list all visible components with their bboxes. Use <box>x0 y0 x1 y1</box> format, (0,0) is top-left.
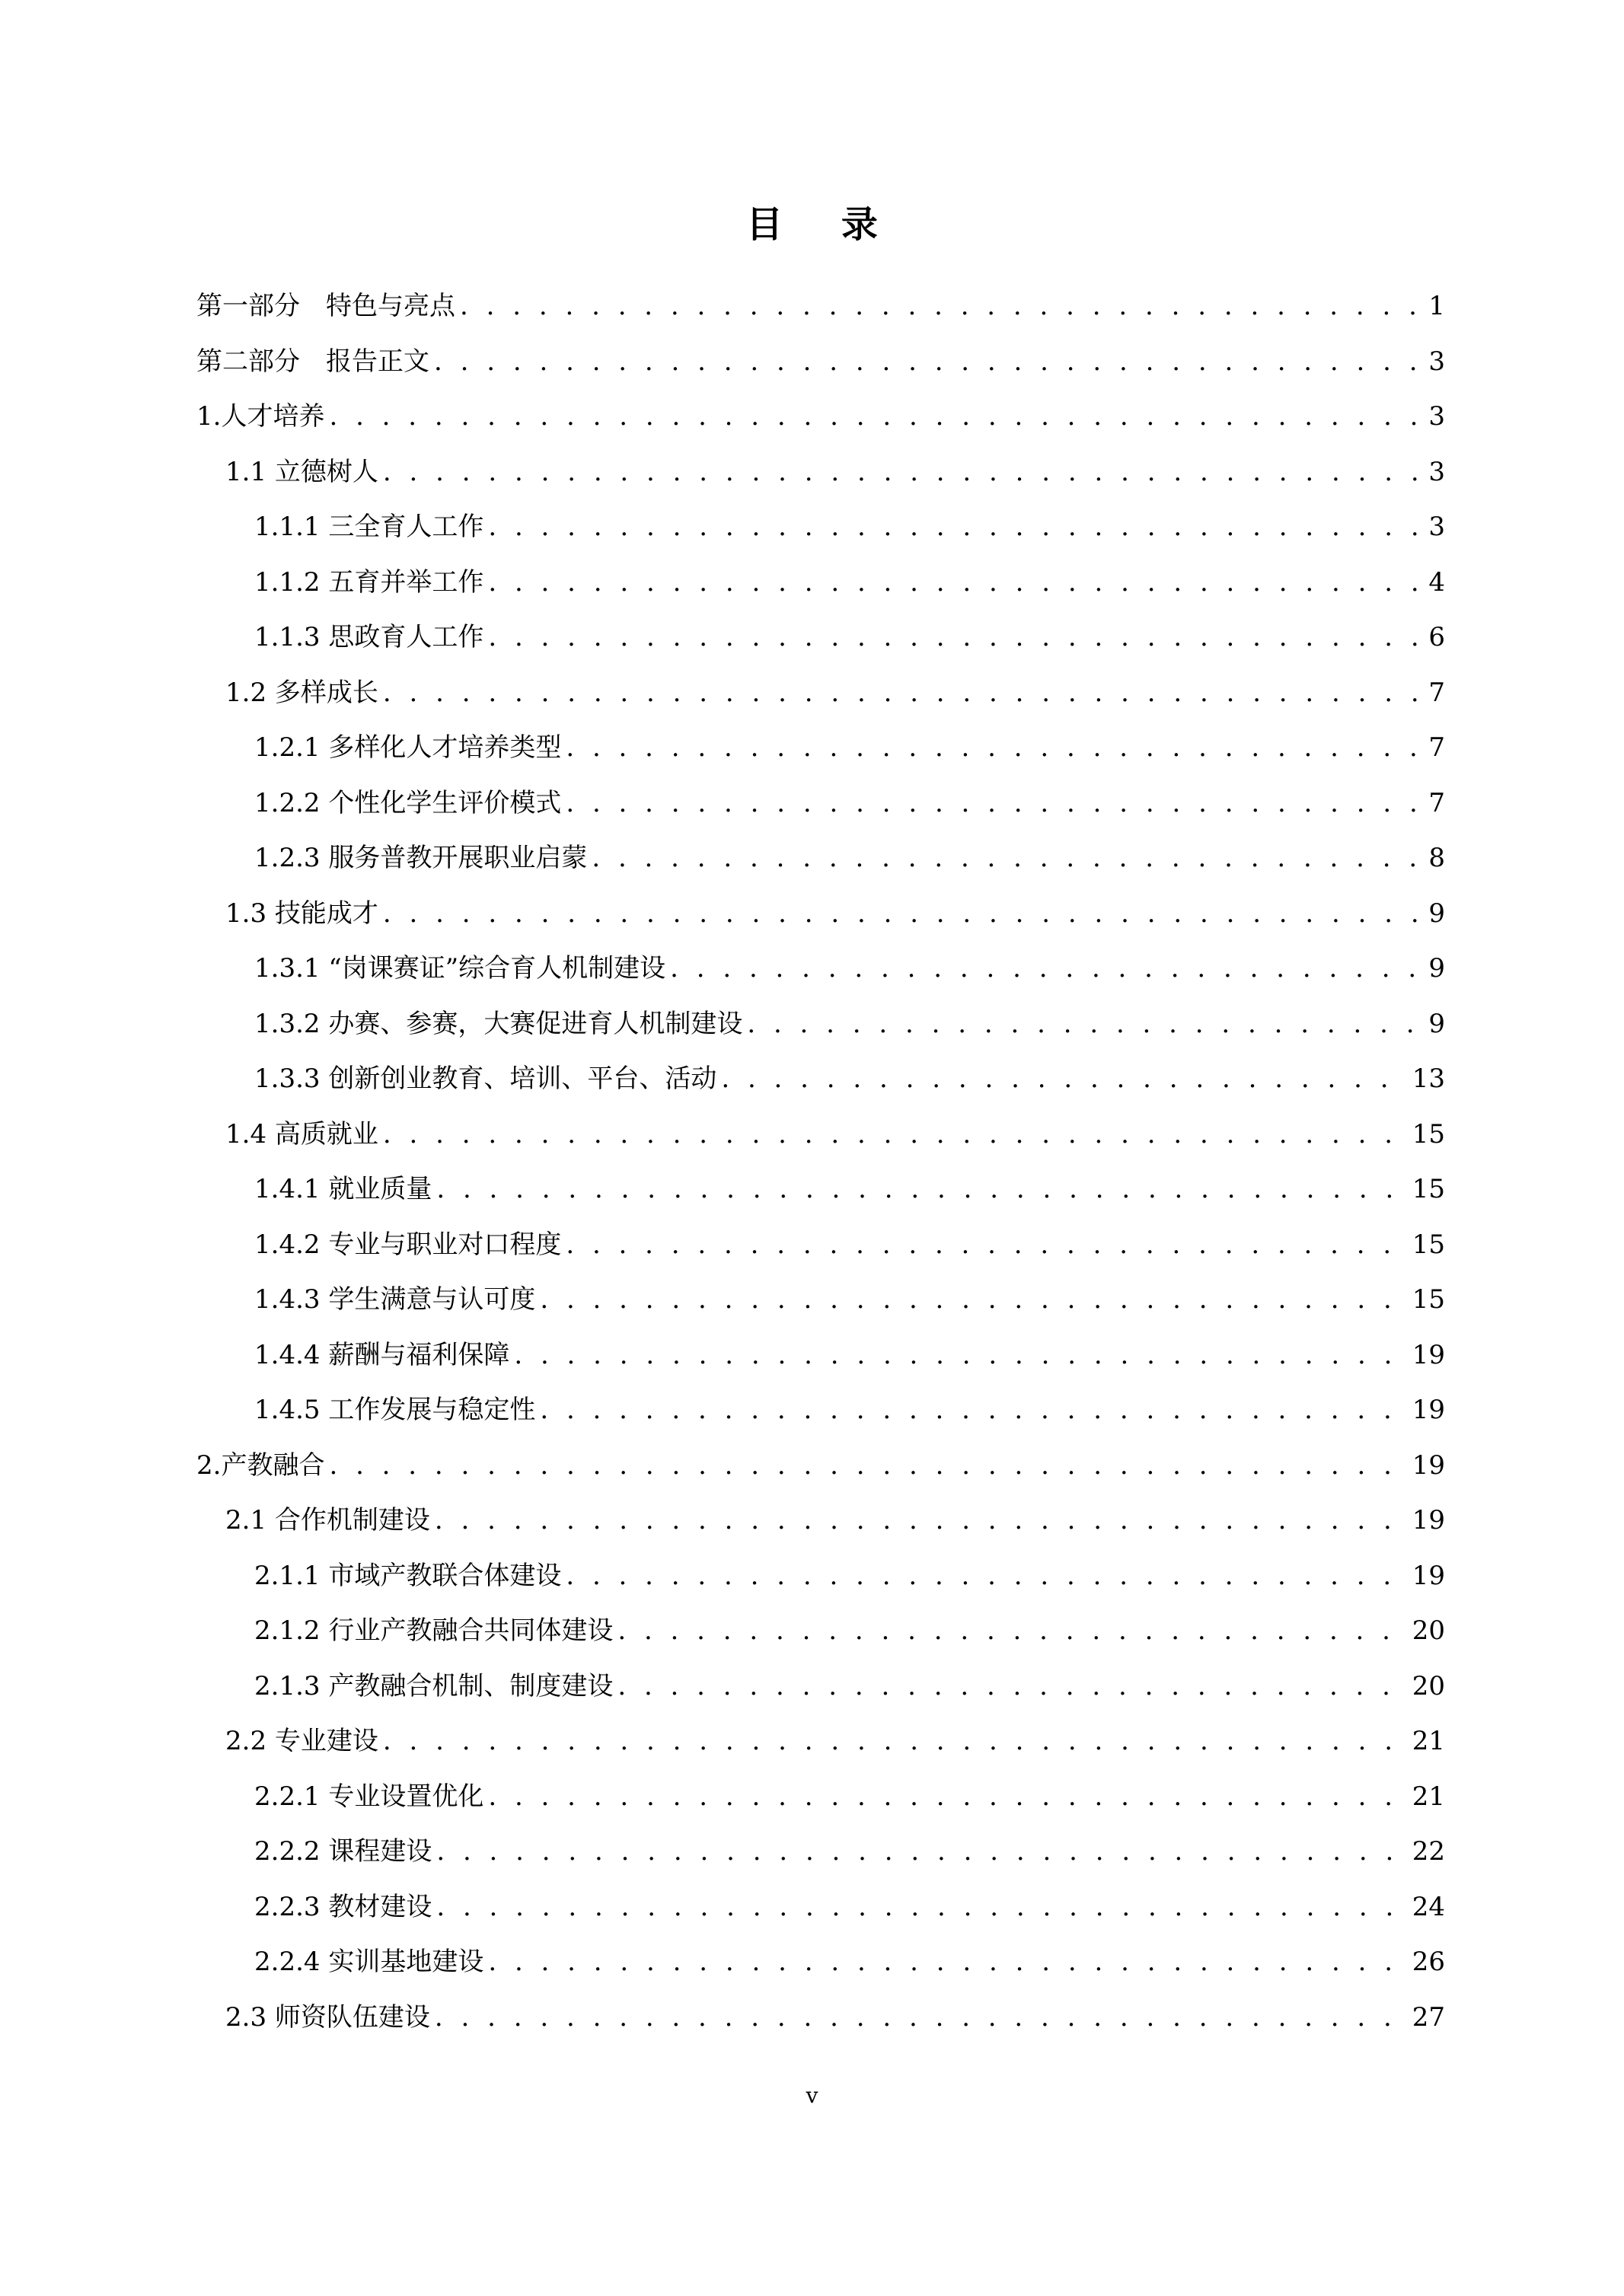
toc-entry[interactable] <box>196 886 1445 942</box>
toc-entry[interactable] <box>196 610 1445 665</box>
dot-leader <box>383 1714 1408 1769</box>
toc-entry-label: 1.4.5 工作发展与稳定性 <box>254 1395 536 1425</box>
dot-leader <box>721 1051 1407 1107</box>
dot-leader <box>488 555 1424 611</box>
toc-entry[interactable] <box>196 1382 1445 1438</box>
dot-leader <box>329 389 1424 445</box>
dot-leader <box>460 279 1424 334</box>
dot-leader <box>566 1217 1407 1273</box>
toc-entry[interactable] <box>196 1107 1445 1162</box>
toc-entry-page-number: 3 <box>1428 512 1445 542</box>
toc-entry-page-number: 3 <box>1428 346 1445 377</box>
toc-entry-page-number: 22 <box>1412 1836 1445 1867</box>
toc-entry-label: 2.产教融合 <box>196 1449 325 1481</box>
table-of-contents <box>196 279 1445 2045</box>
toc-entry[interactable] <box>196 997 1445 1052</box>
toc-entry-label: 1.人才培养 <box>196 401 325 432</box>
toc-entry-label: 1.1 立德树人 <box>225 456 378 487</box>
toc-entry-page-number: 26 <box>1412 1947 1445 1977</box>
toc-entry-label: 2.1.3 产教融合机制、制度建设 <box>254 1670 614 1701</box>
toc-entry[interactable] <box>196 776 1445 831</box>
dot-leader <box>435 1493 1408 1548</box>
toc-entry-label: 第二部分 报告正文 <box>196 346 429 377</box>
dot-leader <box>566 1548 1407 1604</box>
toc-entry-label: 1.4.1 就业质量 <box>254 1174 432 1204</box>
toc-entry-page-number: 13 <box>1412 1063 1445 1094</box>
toc-entry-label: 1.4.2 专业与职业对口程度 <box>254 1229 562 1260</box>
toc-entry[interactable] <box>196 334 1445 390</box>
toc-entry[interactable] <box>196 665 1445 721</box>
dot-leader <box>566 776 1424 831</box>
dot-leader <box>617 1659 1407 1714</box>
toc-entry-label: 2.2.1 专业设置优化 <box>254 1781 484 1812</box>
toc-entry-label: 1.1.2 五育并举工作 <box>254 566 484 598</box>
toc-entry-page-number: 24 <box>1412 1891 1445 1922</box>
toc-entry-page-number: 7 <box>1428 677 1445 708</box>
toc-entry[interactable] <box>196 1769 1445 1825</box>
toc-entry[interactable] <box>196 279 1445 334</box>
toc-entry-label: 2.1.1 市域产教联合体建设 <box>254 1560 562 1591</box>
toc-entry-page-number: 9 <box>1428 953 1445 984</box>
toc-entry-label: 2.2.3 教材建设 <box>254 1891 432 1922</box>
toc-entry[interactable] <box>196 1328 1445 1383</box>
toc-entry[interactable] <box>196 1880 1445 1935</box>
toc-entry[interactable] <box>196 1548 1445 1604</box>
toc-entry-label: 1.3.3 创新创业教育、培训、平台、活动 <box>254 1063 717 1094</box>
dot-leader <box>747 997 1424 1052</box>
toc-entry[interactable] <box>196 445 1445 500</box>
toc-entry[interactable] <box>196 1934 1445 1990</box>
toc-entry-page-number: 19 <box>1412 1560 1445 1591</box>
toc-entry[interactable] <box>196 1438 1445 1494</box>
toc-entry-label: 1.2 多样成长 <box>225 677 378 708</box>
dot-leader <box>617 1603 1407 1659</box>
toc-entry-page-number: 15 <box>1412 1118 1445 1150</box>
toc-entry-page-number: 9 <box>1428 898 1445 929</box>
toc-entry-page-number: 15 <box>1412 1229 1445 1260</box>
page-title: 目 录 <box>746 203 901 246</box>
toc-entry[interactable] <box>196 1824 1445 1880</box>
page-number: v <box>806 2083 818 2108</box>
toc-entry-label: 2.1 合作机制建设 <box>225 1505 430 1535</box>
toc-entry[interactable] <box>196 1051 1445 1107</box>
toc-entry-page-number: 3 <box>1428 456 1445 487</box>
toc-entry-label: 2.2.4 实训基地建设 <box>254 1947 484 1977</box>
dot-leader <box>383 886 1424 942</box>
toc-entry[interactable] <box>196 1272 1445 1328</box>
toc-entry-page-number: 21 <box>1412 1726 1445 1756</box>
toc-entry-page-number: 7 <box>1428 732 1445 763</box>
toc-entry-label: 1.3.2 办赛、参赛，大赛促进育人机制建设 <box>254 1008 743 1039</box>
toc-entry-page-number: 20 <box>1412 1615 1445 1646</box>
toc-entry-label: 1.4.4 薪酬与福利保障 <box>254 1339 510 1370</box>
dot-leader <box>435 1990 1408 2046</box>
toc-entry-label: 第一部分 特色与亮点 <box>196 291 455 321</box>
toc-entry-label: 1.4 高质就业 <box>225 1118 378 1150</box>
toc-entry-label: 1.1.1 三全育人工作 <box>254 512 484 542</box>
toc-entry[interactable] <box>196 499 1445 555</box>
dot-leader <box>436 1880 1407 1935</box>
toc-entry[interactable] <box>196 1714 1445 1769</box>
dot-leader <box>488 1769 1407 1825</box>
dot-leader <box>383 665 1424 721</box>
toc-entry[interactable] <box>196 555 1445 611</box>
dot-leader <box>383 445 1424 500</box>
toc-entry-page-number: 15 <box>1412 1174 1445 1204</box>
toc-entry[interactable] <box>196 1659 1445 1714</box>
toc-entry-label: 1.3.1 “岗课赛证”综合育人机制建设 <box>254 953 666 984</box>
toc-entry-label: 1.4.3 学生满意与认可度 <box>254 1284 536 1315</box>
toc-entry[interactable] <box>196 1217 1445 1273</box>
toc-entry[interactable] <box>196 1162 1445 1217</box>
dot-leader <box>540 1272 1407 1328</box>
toc-entry-page-number: 19 <box>1412 1395 1445 1425</box>
toc-entry-page-number: 4 <box>1428 566 1445 598</box>
dot-leader <box>592 831 1424 886</box>
dot-leader <box>540 1382 1407 1438</box>
dot-leader <box>488 1934 1407 1990</box>
toc-entry-page-number: 15 <box>1412 1284 1445 1315</box>
dot-leader <box>488 610 1424 665</box>
toc-entry-label: 1.2.1 多样化人才培养类型 <box>254 732 562 763</box>
toc-entry-label: 1.3 技能成才 <box>225 898 378 929</box>
dot-leader <box>436 1824 1407 1880</box>
dot-leader <box>488 499 1424 555</box>
toc-entry[interactable] <box>196 720 1445 776</box>
toc-entry[interactable] <box>196 389 1445 445</box>
dot-leader <box>566 720 1424 776</box>
toc-entry-page-number: 8 <box>1428 843 1445 873</box>
toc-entry-label: 1.2.3 服务普教开展职业启蒙 <box>254 843 588 873</box>
toc-entry-page-number: 20 <box>1412 1670 1445 1701</box>
toc-entry-page-number: 9 <box>1428 1008 1445 1039</box>
dot-leader <box>434 334 1424 390</box>
dot-leader <box>383 1107 1408 1162</box>
toc-entry-label: 1.2.2 个性化学生评价模式 <box>254 787 562 818</box>
toc-entry-label: 2.2.2 课程建设 <box>254 1836 432 1867</box>
dot-leader <box>514 1328 1407 1383</box>
toc-entry[interactable] <box>196 1990 1445 2046</box>
toc-entry-page-number: 3 <box>1428 401 1445 432</box>
toc-entry-page-number: 19 <box>1412 1505 1445 1535</box>
toc-entry-page-number: 1 <box>1428 291 1445 321</box>
toc-entry-label: 2.3 师资队伍建设 <box>225 2001 430 2033</box>
toc-entry-label: 2.1.2 行业产教融合共同体建设 <box>254 1615 614 1646</box>
toc-entry-page-number: 27 <box>1412 2001 1445 2033</box>
toc-entry[interactable] <box>196 941 1445 997</box>
dot-leader <box>436 1162 1407 1217</box>
toc-entry-page-number: 21 <box>1412 1781 1445 1812</box>
toc-entry[interactable] <box>196 1603 1445 1659</box>
toc-entry-label: 2.2 专业建设 <box>225 1726 378 1756</box>
toc-entry-page-number: 6 <box>1428 622 1445 652</box>
dot-leader <box>670 941 1424 997</box>
toc-entry-page-number: 19 <box>1412 1339 1445 1370</box>
toc-entry[interactable] <box>196 1493 1445 1548</box>
toc-entry-page-number: 19 <box>1412 1449 1445 1481</box>
toc-entry-label: 1.1.3 思政育人工作 <box>254 622 484 652</box>
toc-entry-page-number: 7 <box>1428 787 1445 818</box>
toc-entry[interactable] <box>196 831 1445 886</box>
dot-leader <box>329 1438 1407 1494</box>
